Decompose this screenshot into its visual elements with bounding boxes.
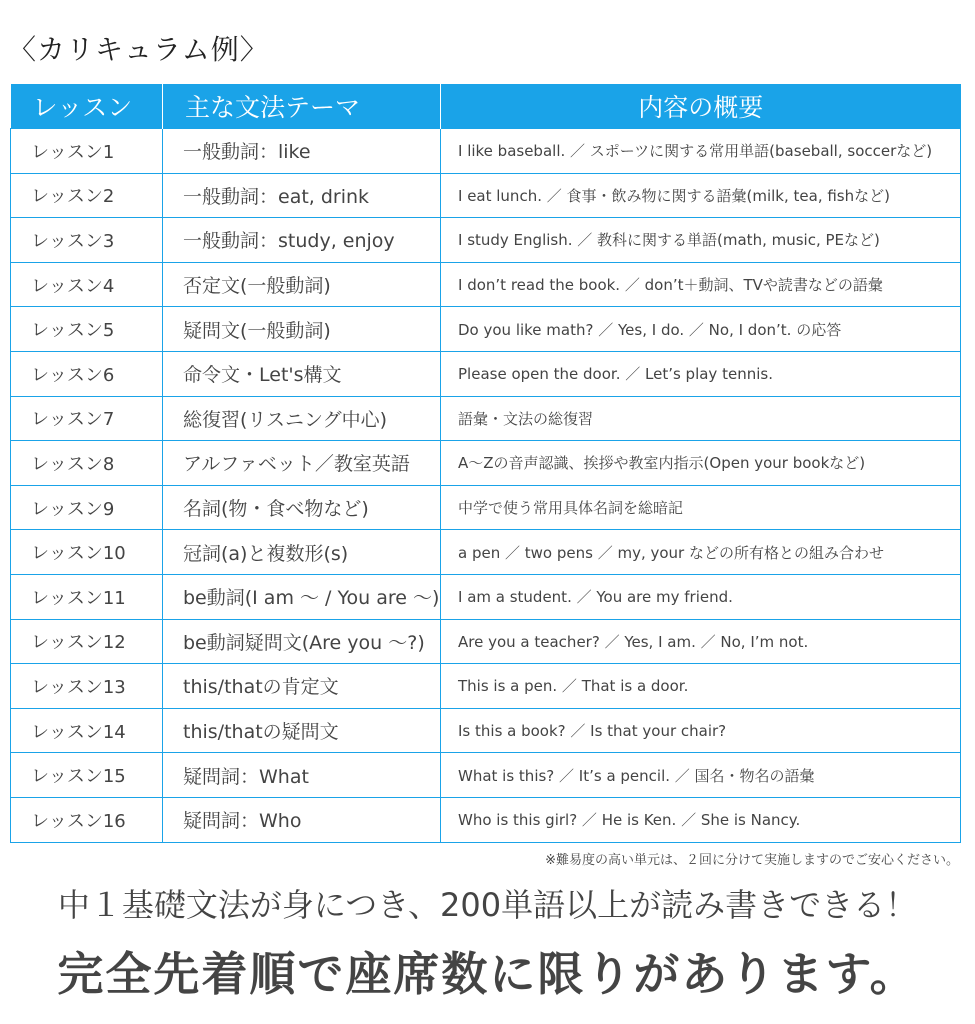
lesson-cell: レッスン6 (11, 351, 163, 396)
table-row (11, 664, 961, 709)
grammar-theme-cell: 疑問詞：Who (163, 797, 441, 842)
content-summary-cell: 中学で使う常用具体名詞を総暗記 (441, 485, 961, 530)
seat-limit-notice: 完全先着順で座席数に限りがあります。 (57, 947, 918, 1001)
grammar-theme-cell: this/thatの疑問文 (163, 708, 441, 753)
content-summary-cell: Who is this girl? ／ He is Ken. ／ She is Nancy. (441, 797, 961, 842)
lesson-cell: レッスン13 (11, 664, 163, 709)
grammar-theme-cell: this/thatの肯定文 (163, 664, 441, 709)
table-row (11, 351, 961, 396)
lesson-cell: レッスン4 (11, 262, 163, 307)
table-row (11, 307, 961, 352)
content-summary-cell: Do you like math? ／ Yes, I do. ／ No, I don’t. の応答 (441, 307, 961, 352)
content-summary-cell: I don’t read the book. ／ don’t＋動詞、TVや読書などの語彙 (441, 262, 961, 307)
table-row (11, 619, 961, 664)
header-lesson: レッスン (11, 84, 163, 129)
content-summary-cell: I eat lunch. ／ 食事・飲み物に関する語彙(milk, tea, fishなど) (441, 173, 961, 218)
content-summary-cell: Are you a teacher? ／ Yes, I am. ／ No, I’m not. (441, 619, 961, 664)
grammar-theme-cell: アルファベット／教室英語 (163, 441, 441, 486)
tagline: 中１基礎文法が身につき、200単語以上が読み書きできる！ (57, 886, 918, 924)
table-row (11, 708, 961, 753)
grammar-theme-cell: 名詞(物・食べ物など) (163, 485, 441, 530)
table-row (11, 753, 961, 798)
grammar-theme-cell: 疑問文(一般動詞) (163, 307, 441, 352)
content-summary-cell: 語彙・文法の総復習 (441, 396, 961, 441)
lesson-cell: レッスン11 (11, 574, 163, 619)
lesson-cell: レッスン5 (11, 307, 163, 352)
content-summary-cell: I am a student. ／ You are my friend. (441, 574, 961, 619)
lesson-cell: レッスン14 (11, 708, 163, 753)
lesson-cell: レッスン8 (11, 441, 163, 486)
table-row (11, 129, 961, 174)
grammar-theme-cell: be動詞(I am ～ / You are ～) (163, 574, 441, 619)
lesson-cell: レッスン2 (11, 173, 163, 218)
content-summary-cell: Please open the door. ／ Let’s play tennis. (441, 351, 961, 396)
table-row (11, 396, 961, 441)
difficulty-note: ※難易度の高い単元は、２回に分けて実施しますのでご安心ください。 (545, 853, 959, 868)
content-summary-cell: This is a pen. ／ That is a door. (441, 664, 961, 709)
content-summary-cell: I study English. ／ 教科に関する単語(math, music, PEなど) (441, 218, 961, 263)
lesson-cell: レッスン9 (11, 485, 163, 530)
content-summary-cell: What is this? ／ It’s a pencil. ／ 国名・物名の語彙 (441, 753, 961, 798)
content-summary-cell: a pen ／ two pens ／ my, your などの所有格との組み合わせ (441, 530, 961, 575)
content-summary-cell: Is this a book? ／ Is that your chair? (441, 708, 961, 753)
lesson-cell: レッスン15 (11, 753, 163, 798)
table-row (11, 441, 961, 486)
curriculum-table (10, 84, 961, 843)
table-row (11, 797, 961, 842)
table-row (11, 173, 961, 218)
content-summary-cell: A～Zの音声認識、挨拶や教室内指示(Open your bookなど) (441, 441, 961, 486)
grammar-theme-cell: be動詞疑問文(Are you ～?) (163, 619, 441, 664)
content-summary-cell: I like baseball. ／ スポーツに関する常用単語(baseball, soccerなど) (441, 129, 961, 174)
table-row (11, 262, 961, 307)
table-row (11, 218, 961, 263)
table-header (11, 84, 961, 129)
table-row (11, 485, 961, 530)
lesson-cell: レッスン7 (11, 396, 163, 441)
grammar-theme-cell: 一般動詞：like (163, 129, 441, 174)
lesson-cell: レッスン3 (11, 218, 163, 263)
header-content-summary: 内容の概要 (441, 84, 961, 129)
header-grammar-theme: 主な文法テーマ (163, 84, 441, 129)
lesson-cell: レッスン12 (11, 619, 163, 664)
lesson-cell: レッスン1 (11, 129, 163, 174)
header-row (11, 84, 961, 129)
table-row (11, 530, 961, 575)
grammar-theme-cell: 冠詞(a)と複数形(s) (163, 530, 441, 575)
curriculum-heading: 〈カリキュラム例〉 (8, 33, 269, 66)
table-row (11, 574, 961, 619)
grammar-theme-cell: 疑問詞：What (163, 753, 441, 798)
grammar-theme-cell: 一般動詞：study, enjoy (163, 218, 441, 263)
lesson-cell: レッスン16 (11, 797, 163, 842)
grammar-theme-cell: 一般動詞：eat, drink (163, 173, 441, 218)
grammar-theme-cell: 命令文・Let's構文 (163, 351, 441, 396)
grammar-theme-cell: 否定文(一般動詞) (163, 262, 441, 307)
table-body (11, 129, 961, 843)
lesson-cell: レッスン10 (11, 530, 163, 575)
grammar-theme-cell: 総復習(リスニング中心) (163, 396, 441, 441)
